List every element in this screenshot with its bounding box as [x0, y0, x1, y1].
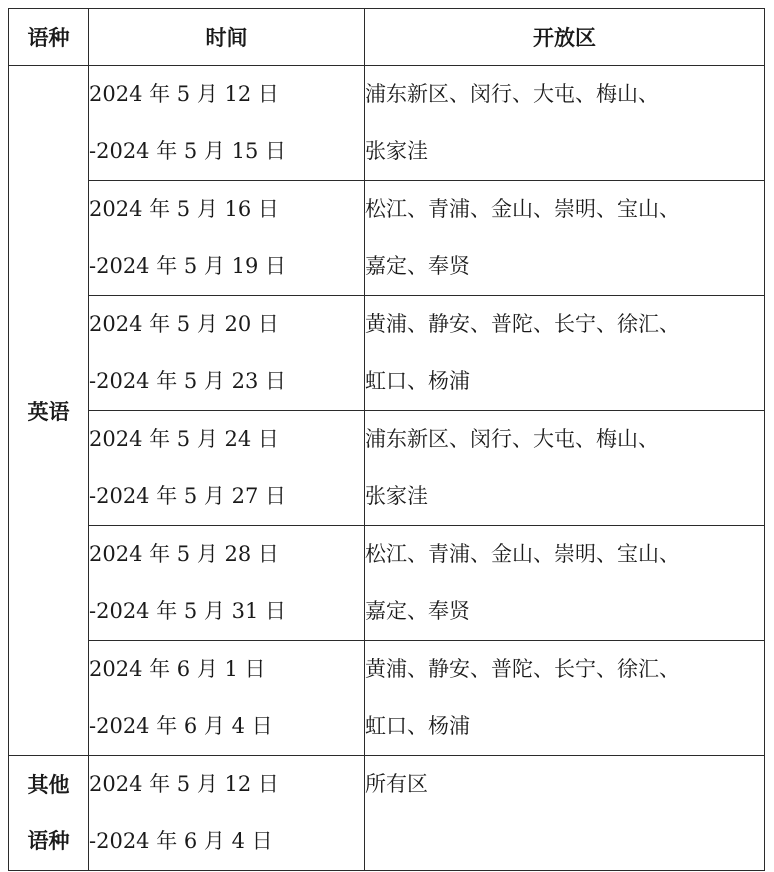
areas-line: 虹口、杨浦	[365, 714, 470, 738]
areas-line: 黄浦、静安、普陀、长宁、徐汇、	[365, 657, 680, 681]
time-end: -2024 年 6 月 4 日	[89, 714, 273, 738]
table-row	[9, 66, 765, 181]
time-cell	[89, 181, 365, 296]
time-end: -2024 年 6 月 4 日	[89, 829, 273, 853]
table-row	[9, 181, 765, 296]
area-cell	[365, 526, 765, 641]
time-cell	[89, 296, 365, 411]
time-end: -2024 年 5 月 19 日	[89, 254, 286, 278]
area-cell	[365, 411, 765, 526]
table-row	[9, 641, 765, 756]
area-cell	[365, 641, 765, 756]
areas-line: 松江、青浦、金山、崇明、宝山、	[365, 542, 680, 566]
area-cell	[365, 296, 765, 411]
time-end: -2024 年 5 月 31 日	[89, 599, 286, 623]
time-start: 2024 年 5 月 28 日	[89, 542, 279, 566]
time-cell	[89, 411, 365, 526]
areas-line: 浦东新区、闵行、大屯、梅山、	[365, 82, 659, 106]
time-cell	[89, 66, 365, 181]
header-time: 时间	[89, 9, 365, 66]
time-cell	[89, 526, 365, 641]
areas-line: 所有区	[365, 772, 428, 796]
time-cell	[89, 641, 365, 756]
table-row	[9, 756, 765, 871]
time-start: 2024 年 5 月 24 日	[89, 427, 279, 451]
time-start: 2024 年 5 月 12 日	[89, 82, 279, 106]
time-end: -2024 年 5 月 23 日	[89, 369, 286, 393]
time-end: -2024 年 5 月 27 日	[89, 484, 286, 508]
time-start: 2024 年 6 月 1 日	[89, 657, 266, 681]
area-cell	[365, 756, 765, 871]
time-start: 2024 年 5 月 12 日	[89, 772, 279, 796]
time-start: 2024 年 5 月 16 日	[89, 197, 279, 221]
schedule-table	[8, 8, 765, 871]
language-cell-english: 英语	[9, 66, 89, 756]
areas-line: 黄浦、静安、普陀、长宁、徐汇、	[365, 312, 680, 336]
areas-line: 张家洼	[365, 484, 428, 508]
table-row	[9, 411, 765, 526]
language-line: 语种	[27, 829, 70, 853]
table-row	[9, 526, 765, 641]
areas-line: 嘉定、奉贤	[365, 599, 470, 623]
time-start: 2024 年 5 月 20 日	[89, 312, 279, 336]
areas-line: 嘉定、奉贤	[365, 254, 470, 278]
header-language: 语种	[9, 9, 89, 66]
areas-line: 张家洼	[365, 139, 428, 163]
areas-line: 浦东新区、闵行、大屯、梅山、	[365, 427, 659, 451]
time-cell	[89, 756, 365, 871]
header-row	[9, 9, 765, 66]
area-cell	[365, 66, 765, 181]
language-line: 其他	[27, 773, 70, 797]
language-cell-other	[9, 756, 89, 871]
areas-line: 虹口、杨浦	[365, 369, 470, 393]
table-row	[9, 296, 765, 411]
area-cell	[365, 181, 765, 296]
header-open-area: 开放区	[365, 9, 765, 66]
areas-line: 松江、青浦、金山、崇明、宝山、	[365, 197, 680, 221]
time-end: -2024 年 5 月 15 日	[89, 139, 286, 163]
